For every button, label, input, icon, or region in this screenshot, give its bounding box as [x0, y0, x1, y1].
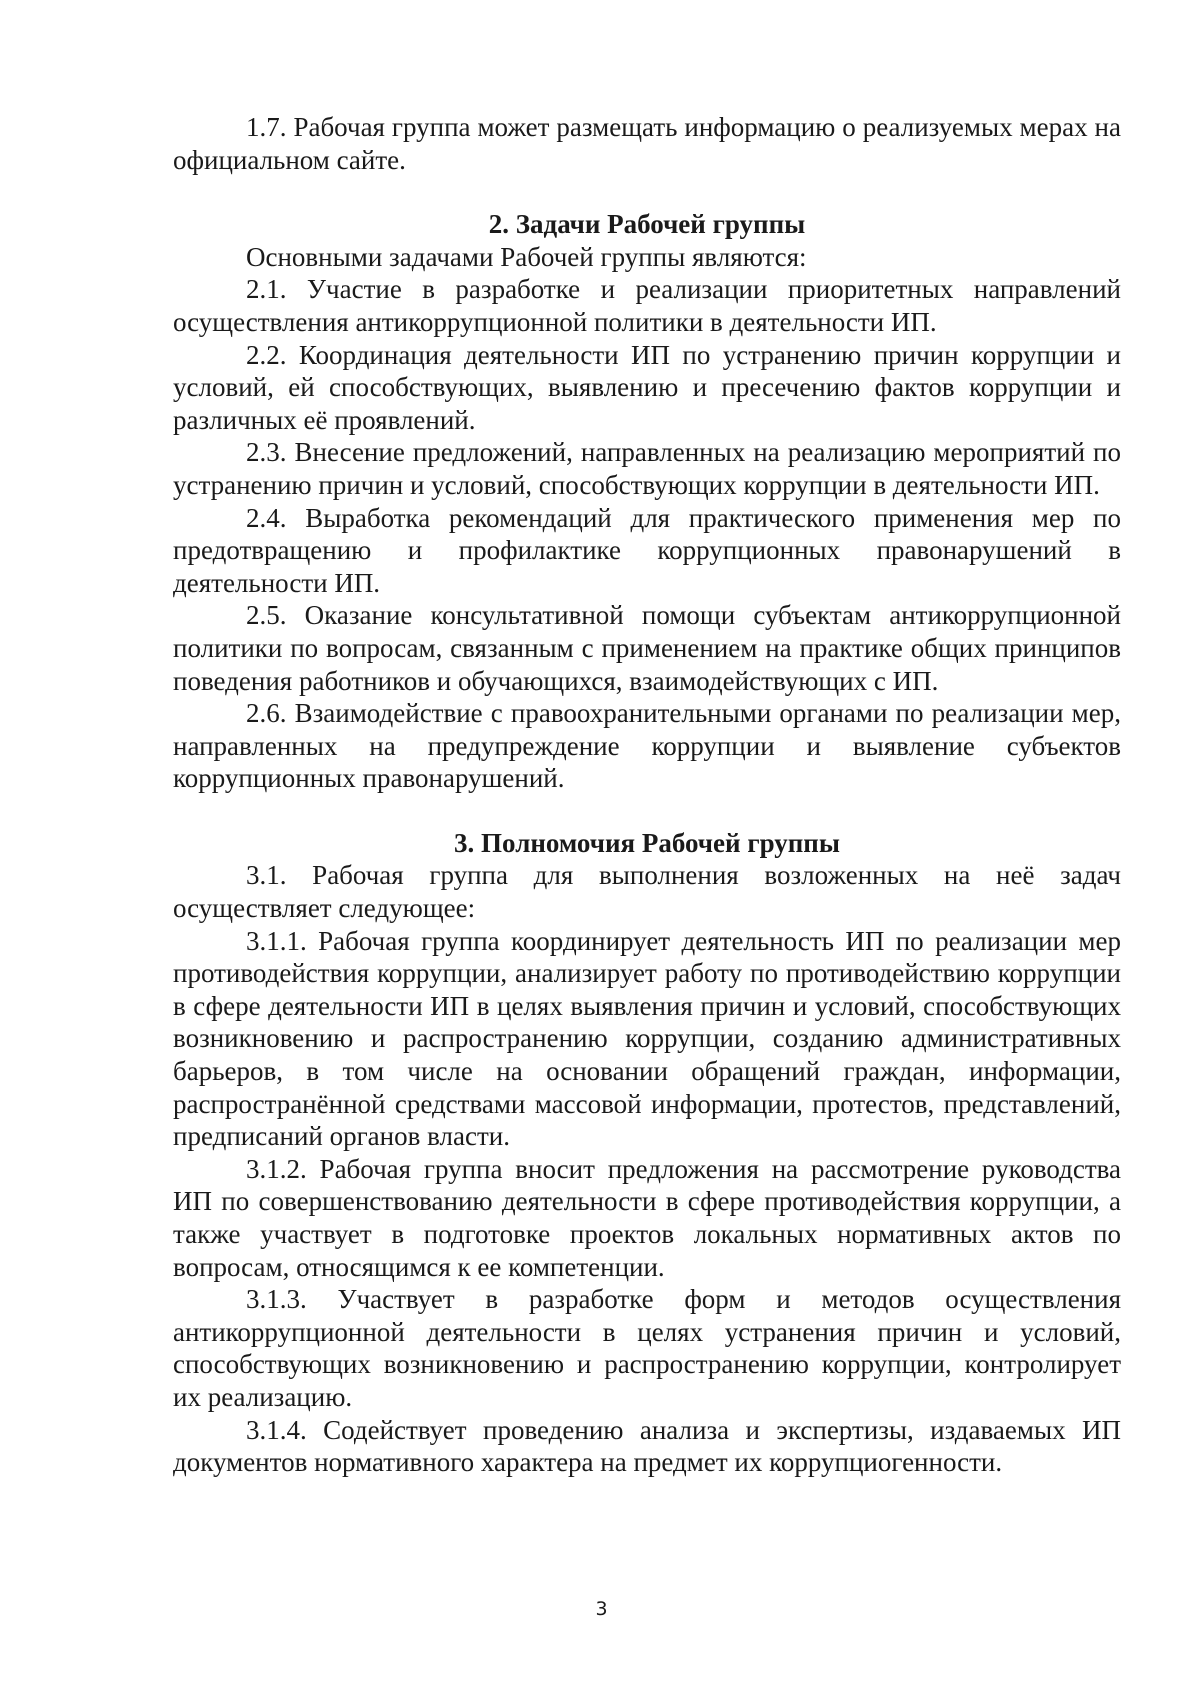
document-body	[173, 111, 1121, 1479]
paragraph-2-1: 2.1. Участие в разработке и реализации приоритетных направлений осуществления антикоррупционной политики в деятельности ИП.	[173, 274, 1121, 337]
section-3-heading: 3. Полномочия Рабочей группы	[454, 827, 840, 858]
paragraph-1-7: 1.7. Рабочая группа может размещать информацию о реализуемых мерах на официальном сайте.	[173, 112, 1121, 175]
section-spacer	[173, 176, 1121, 208]
section-spacer	[173, 795, 1121, 827]
paragraph-3-1: 3.1. Рабочая группа для выполнения возложенных на неё задач осуществляет следующее:	[173, 860, 1121, 924]
paragraph-2-2: 2.2. Координация деятельности ИП по устранению причин коррупции и условий, ей способствующих, выявлению и пресечению фактов коррупции и различных её проявлений.	[173, 339, 1121, 435]
section-2-heading: 2. Задачи Рабочей группы	[488, 209, 806, 240]
paragraph-3-1-2: 3.1.2. Рабочая группа вносит предложения на рассмотрение руководства ИП по совершенствованию деятельности в сфере противодействия коррупции, а также участвует в подготовке проектов локальных нормативных актов по вопросам, относящимся к ее компетенции.	[173, 1153, 1121, 1282]
paragraph-3-1-3: 3.1.3. Участвует в разработке форм и методов осуществления антикоррупционной деятельности в целях устранения причин и условий, способствующих возникновению и распространению коррупции, контролирует их реализацию.	[173, 1284, 1121, 1412]
page-number: 3	[595, 1598, 608, 1620]
paragraph-2-3: 2.3. Внесение предложений, направленных на реализацию мероприятий по устранению причин и условий, способствующих коррупции в деятельности ИП.	[173, 437, 1121, 500]
paragraph-2-6: 2.6. Взаимодействие с правоохранительными органами по реализации мер, направленных на предупреждение коррупции и выявление субъектов коррупционных правонарушений.	[173, 698, 1121, 794]
paragraph-2-4: 2.4. Выработка рекомендаций для практического применения мер по предотвращению и профилактике коррупционных правонарушений в деятельности ИП.	[173, 502, 1121, 598]
paragraph-3-1-1: 3.1.1. Рабочая группа координирует деятельность ИП по реализации мер противодействия коррупции, анализирует работу по противодействию коррупции в сфере деятельности ИП в целях выявления причин и условий, способствующих возникновению и распространению коррупции, созданию административных барьеров, в том числе на основании обращений граждан, информации, распространённой средствами массовой информации, протестов, представлений, предписаний органов власти.	[173, 925, 1121, 1152]
section-2-intro: Основными задачами Рабочей группы являются:	[246, 241, 807, 272]
paragraph-3-1-4: 3.1.4. Содействует проведению анализа и экспертизы, издаваемых ИП документов нормативного характера на предмет их коррупциогенности.	[173, 1414, 1121, 1478]
paragraph-2-5: 2.5. Оказание консультативной помощи субъектам антикоррупционной политики по вопросам, связанным с применением на практике общих принципов поведения работников и обучающихся, взаимодействующих с ИП.	[173, 600, 1121, 696]
